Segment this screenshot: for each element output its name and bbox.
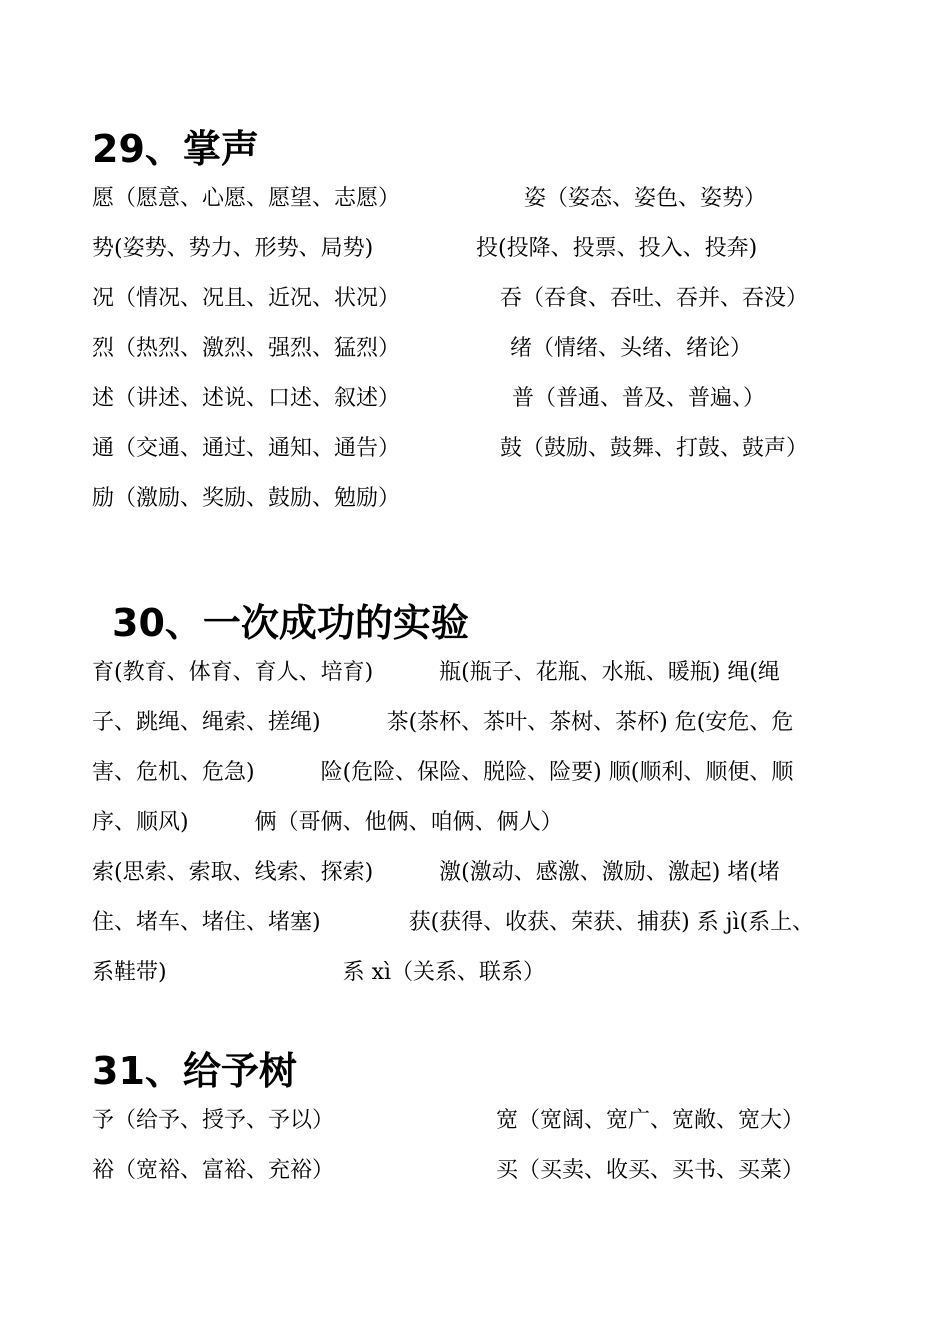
vocab-entry: 烈（热烈、激烈、强烈、猛烈） — [92, 336, 401, 361]
section-30-line: 住、堵车、堵住、堵塞) 获(获得、收获、荣获、捕获) 系 jì(系上、 — [92, 910, 815, 935]
vocab-entry: 宽（宽阔、宽广、宽敞、宽大） — [496, 1108, 805, 1133]
vocab-entry: 势(姿势、势力、形势、局势) — [92, 236, 374, 261]
vocab-entry: 通（交通、通过、通知、通告） — [92, 436, 401, 461]
vocab-entry: 买（买卖、收买、买书、买菜） — [496, 1158, 805, 1183]
vocab-entry: 裕（宽裕、富裕、充裕） — [92, 1158, 335, 1183]
section-31-title: 31、给予树 — [92, 1049, 297, 1093]
vocab-entry: 普（普通、普及、普遍、） — [512, 386, 766, 411]
section-30-line: 序、顺风) 俩（哥俩、他俩、咱俩、俩人） — [92, 810, 563, 835]
section-30-line: 育(教育、体育、育人、培育) 瓶(瓶子、花瓶、水瓶、暖瓶) 绳(绳 — [92, 660, 780, 685]
vocab-entry: 况（情况、况且、近况、状况） — [92, 286, 401, 311]
vocab-entry: 愿（愿意、心愿、愿望、志愿） — [92, 186, 401, 211]
section-30-line: 害、危机、危急) 险(危险、保险、脱险、险要) 顺(顺利、顺便、顺 — [92, 760, 794, 785]
vocab-entry: 投(投降、投票、投入、投奔) — [476, 236, 758, 261]
vocab-entry: 鼓（鼓励、鼓舞、打鼓、鼓声） — [500, 436, 809, 461]
vocab-entry: 励（激励、奖励、鼓励、勉励） — [92, 486, 401, 511]
vocab-entry: 吞（吞食、吞吐、吞并、吞没） — [500, 286, 809, 311]
vocab-entry: 姿（姿态、姿色、姿势） — [524, 186, 767, 211]
vocab-entry: 述（讲述、述说、口述、叙述） — [92, 386, 401, 411]
vocab-entry: 绪（情绪、头绪、绪论） — [510, 336, 753, 361]
section-30-line: 子、跳绳、绳索、搓绳) 茶(茶杯、茶叶、茶树、茶杯) 危(安危、危 — [92, 710, 794, 735]
section-30-line: 系鞋带) 系 xì（关系、联系） — [92, 960, 546, 985]
vocab-entry: 予（给予、授予、予以） — [92, 1108, 335, 1133]
section-30-title: 30、一次成功的实验 — [112, 601, 469, 645]
section-30-line: 索(思索、索取、线索、探索) 激(激动、感激、激励、激起) 堵(堵 — [92, 860, 780, 885]
section-29-title: 29、掌声 — [92, 127, 259, 171]
